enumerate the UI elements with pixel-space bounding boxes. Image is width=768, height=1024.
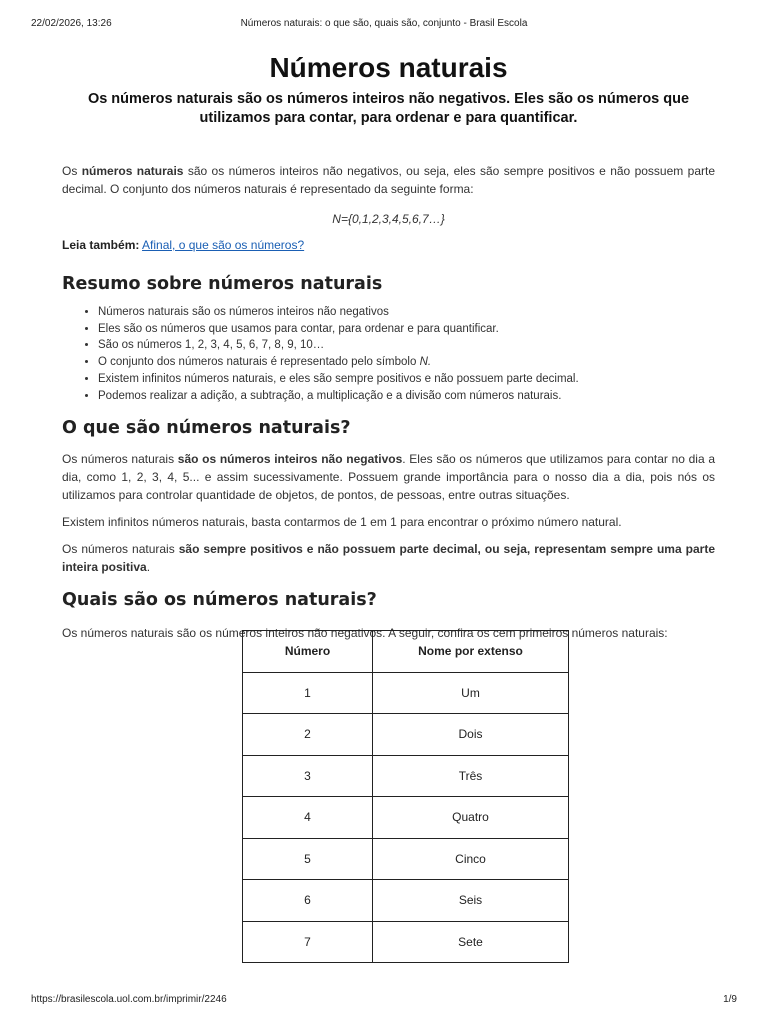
table-cell: 3 [243,755,373,797]
print-header [0,18,768,32]
list-item: • Números naturais são os números inteiros não negativos [98,304,715,321]
table-cell: 5 [243,838,373,880]
paragraph-text: . [146,560,151,575]
list-item: • São os números 1, 2, 3, 4, 5, 6, 7, 8, 9, 10… [98,337,715,354]
table-row [243,838,569,880]
leia-tambem-label: Leia também: [62,238,140,252]
table-cell: 2 [243,714,373,756]
table-cell: 7 [243,921,373,963]
paragraph-bold: são sempre positivos e não possuem parte decimal, ou seja, representam sempre uma parte inteira positiva [62,542,715,575]
table-cell: Três [373,755,569,797]
print-url: https://brasilescola.uol.com.br/imprimir/2246 [31,994,227,1005]
print-datetime: 22/02/2026, 13:26 [31,18,112,29]
article [62,50,715,642]
list-item-text: O conjunto dos números naturais é representado pelo símbolo [98,356,420,369]
page-number: 1/9 [723,994,737,1005]
list-item [98,354,715,371]
paragraph-bold: são os números inteiros não negativos [177,452,403,467]
heading-quais-sao: Quais são os números naturais? [62,590,377,611]
intro-text-start: Os [62,164,82,178]
paragraph-infinitos: Existem infinitos números naturais, basta contarmos de 1 em 1 para encontrar o próximo número natural. [62,515,622,530]
table-row [243,921,569,963]
table-cell: Dois [373,714,569,756]
table-row [243,714,569,756]
heading-o-que-sao: O que são números naturais? [62,418,351,439]
list-item: • Eles são os números que usamos para contar, para ordenar e para quantificar. [98,321,715,338]
paragraph-positivos [62,540,715,576]
table-cell: 4 [243,797,373,839]
table-cell: 1 [243,672,373,714]
intro-bold: números naturais [81,164,184,178]
column-header-nome: Nome por extenso [373,631,569,673]
summary-list [62,304,715,404]
table-cell: Seis [373,880,569,922]
paragraph-text: . Eles são os números que utilizamos para contar no dia a dia, como 1, 2, 3, 4, 5... e assim sucessivamente. Possuem grande importância para o nosso dia a dia, pois nós os utilizamos para controlar quantidade de objetos, de pontos, de pessoas, entre outras situações. [62,452,715,503]
table-row [243,880,569,922]
natural-set-formula: N={0,1,2,3,4,5,6,7…} [332,212,445,226]
symbol-n: N. [419,356,432,369]
article-subtitle: Os números naturais são os números inteiros não negativos. Eles são os números que utilizamos para contar, para ordenar e para quantificar. [87,91,690,126]
paragraph-text: Os números naturais [62,452,178,467]
print-page-title: Números naturais: o que são, quais são, conjunto - Brasil Escola [240,18,528,29]
table-row [243,755,569,797]
table-cell: Cinco [373,838,569,880]
heading-resumo: Resumo sobre números naturais [62,274,383,294]
column-header-numero: Número [243,631,373,673]
table-cell: Sete [373,921,569,963]
table-header-row [243,631,569,673]
table-cell: Quatro [373,797,569,839]
list-item: • Podemos realizar a adição, a subtração, a multiplicação e a divisão com números naturais. [98,388,715,405]
table-row [243,672,569,714]
page-title: Números naturais [269,52,508,83]
intro-text-end: são os números inteiros não negativos, ou seja, eles são sempre positivos e não possuem parte decimal. O conjunto dos números naturais é representado da seguinte forma: [62,164,715,196]
list-item: • Existem infinitos números naturais, e eles são sempre positivos e não possuem parte decimal. [98,371,715,388]
intro-paragraph [62,162,715,198]
paragraph-definicao [62,450,715,504]
paragraph-text: Os números naturais [62,542,179,557]
table-row [243,797,569,839]
table-cell: Um [373,672,569,714]
table-cell: 6 [243,880,373,922]
leia-tambem-link[interactable]: Afinal, o que são os números? [142,238,305,252]
leia-tambem [62,236,715,254]
numbers-table [242,630,569,963]
paragraph-quais: Os números naturais são os números inteiros não negativos. A seguir, confira os cem primeiros números naturais: [62,626,668,641]
